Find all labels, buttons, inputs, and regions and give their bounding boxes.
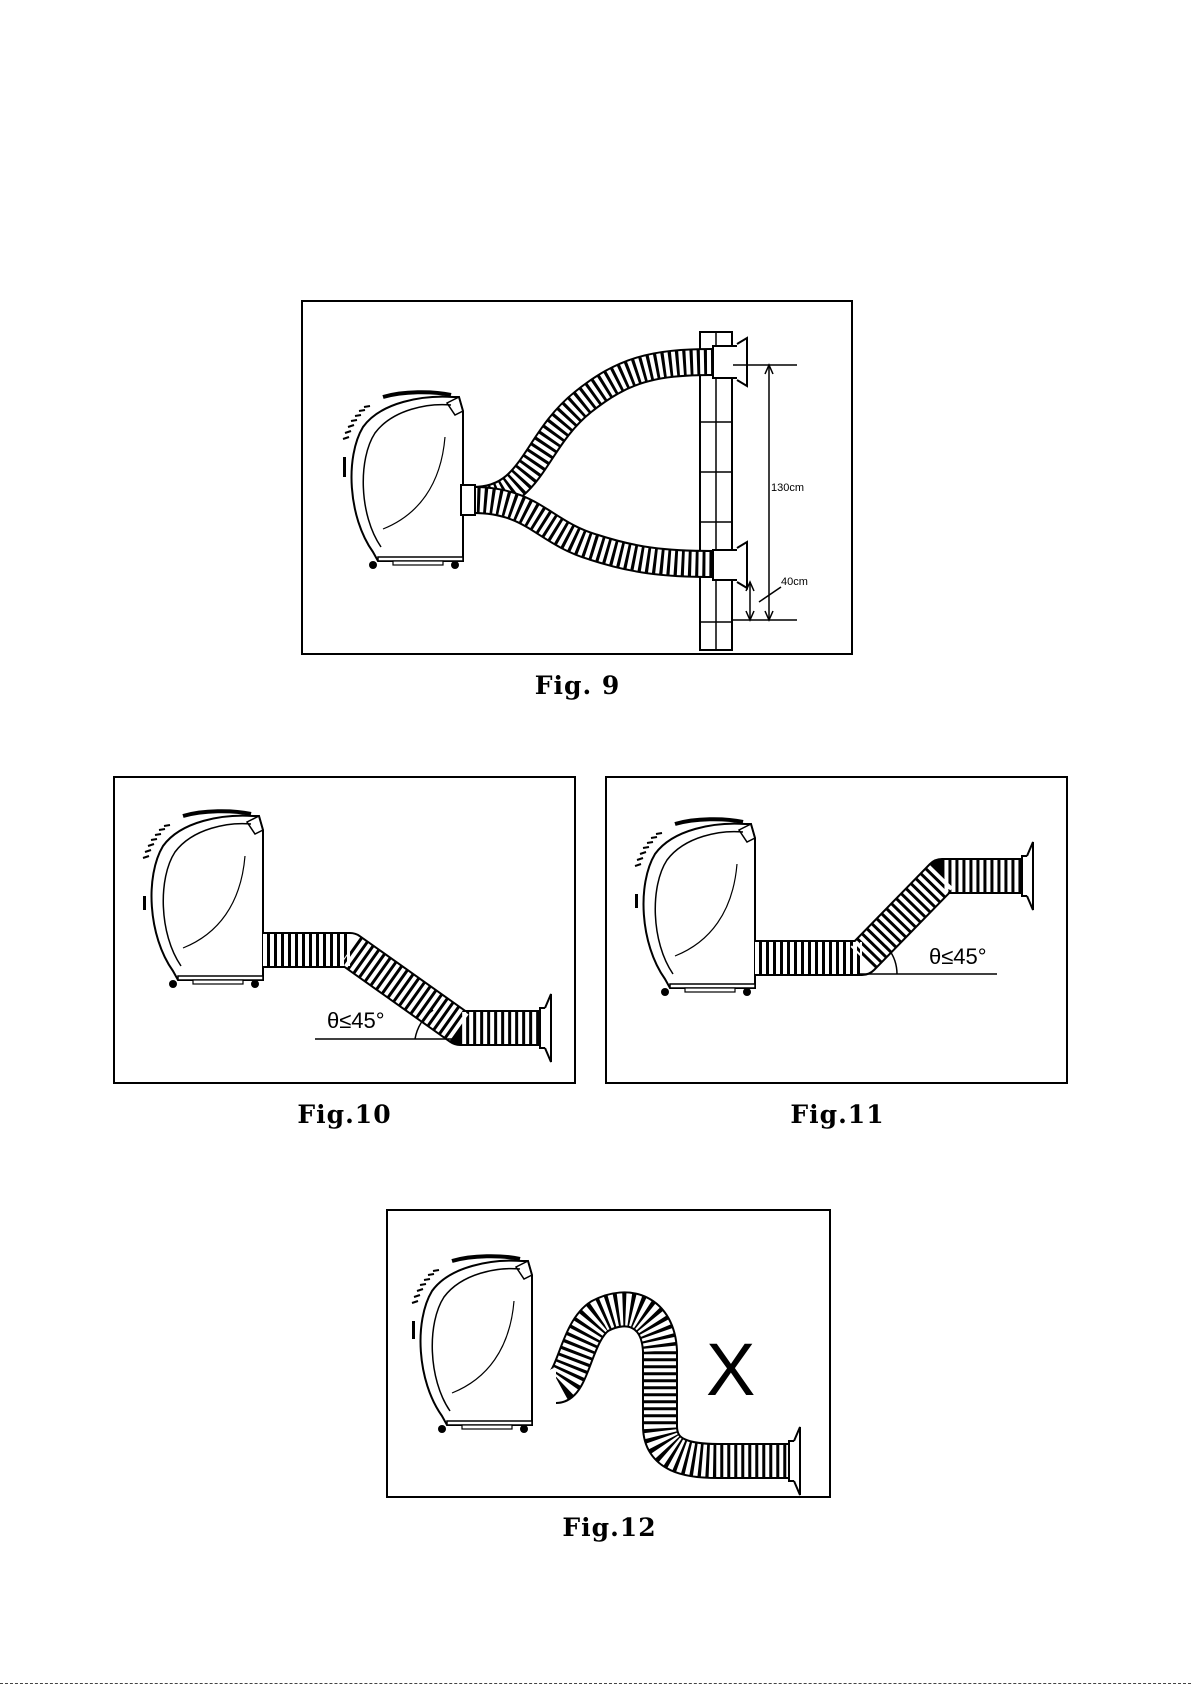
exhaust-hose <box>263 950 551 1062</box>
dimension-label-130cm: 130cm <box>771 482 805 494</box>
fig12-caption: Fig.12 <box>562 1513 657 1542</box>
fig11-frame <box>605 776 1068 1084</box>
wall <box>700 332 732 650</box>
fig11-diagram <box>607 778 1070 1086</box>
fig9-diagram <box>303 302 855 657</box>
air-conditioner-unit-icon <box>412 1256 532 1433</box>
dimension-label-40cm: 40cm <box>781 576 808 588</box>
angle-label: θ≤45° <box>327 1008 385 1033</box>
fig12-frame <box>386 1209 831 1498</box>
air-conditioner-unit-icon <box>143 811 263 988</box>
air-conditioner-unit-icon <box>635 819 755 996</box>
incorrect-mark-icon: X <box>706 1328 756 1411</box>
air-conditioner-unit-icon <box>343 392 463 569</box>
angle-label: θ≤45° <box>929 944 987 969</box>
fig9-frame <box>301 300 853 655</box>
fig10-caption: Fig.10 <box>297 1100 392 1129</box>
fig12-diagram <box>388 1211 833 1500</box>
fig9-caption: Fig. 9 <box>534 671 621 700</box>
page-bottom-rule <box>0 1683 1191 1684</box>
fig10-diagram <box>115 778 578 1086</box>
fig10-frame <box>113 776 576 1084</box>
exhaust-hose-kinked <box>556 1309 800 1495</box>
exhaust-hose <box>755 842 1033 958</box>
fig11-caption: Fig.11 <box>790 1100 885 1129</box>
